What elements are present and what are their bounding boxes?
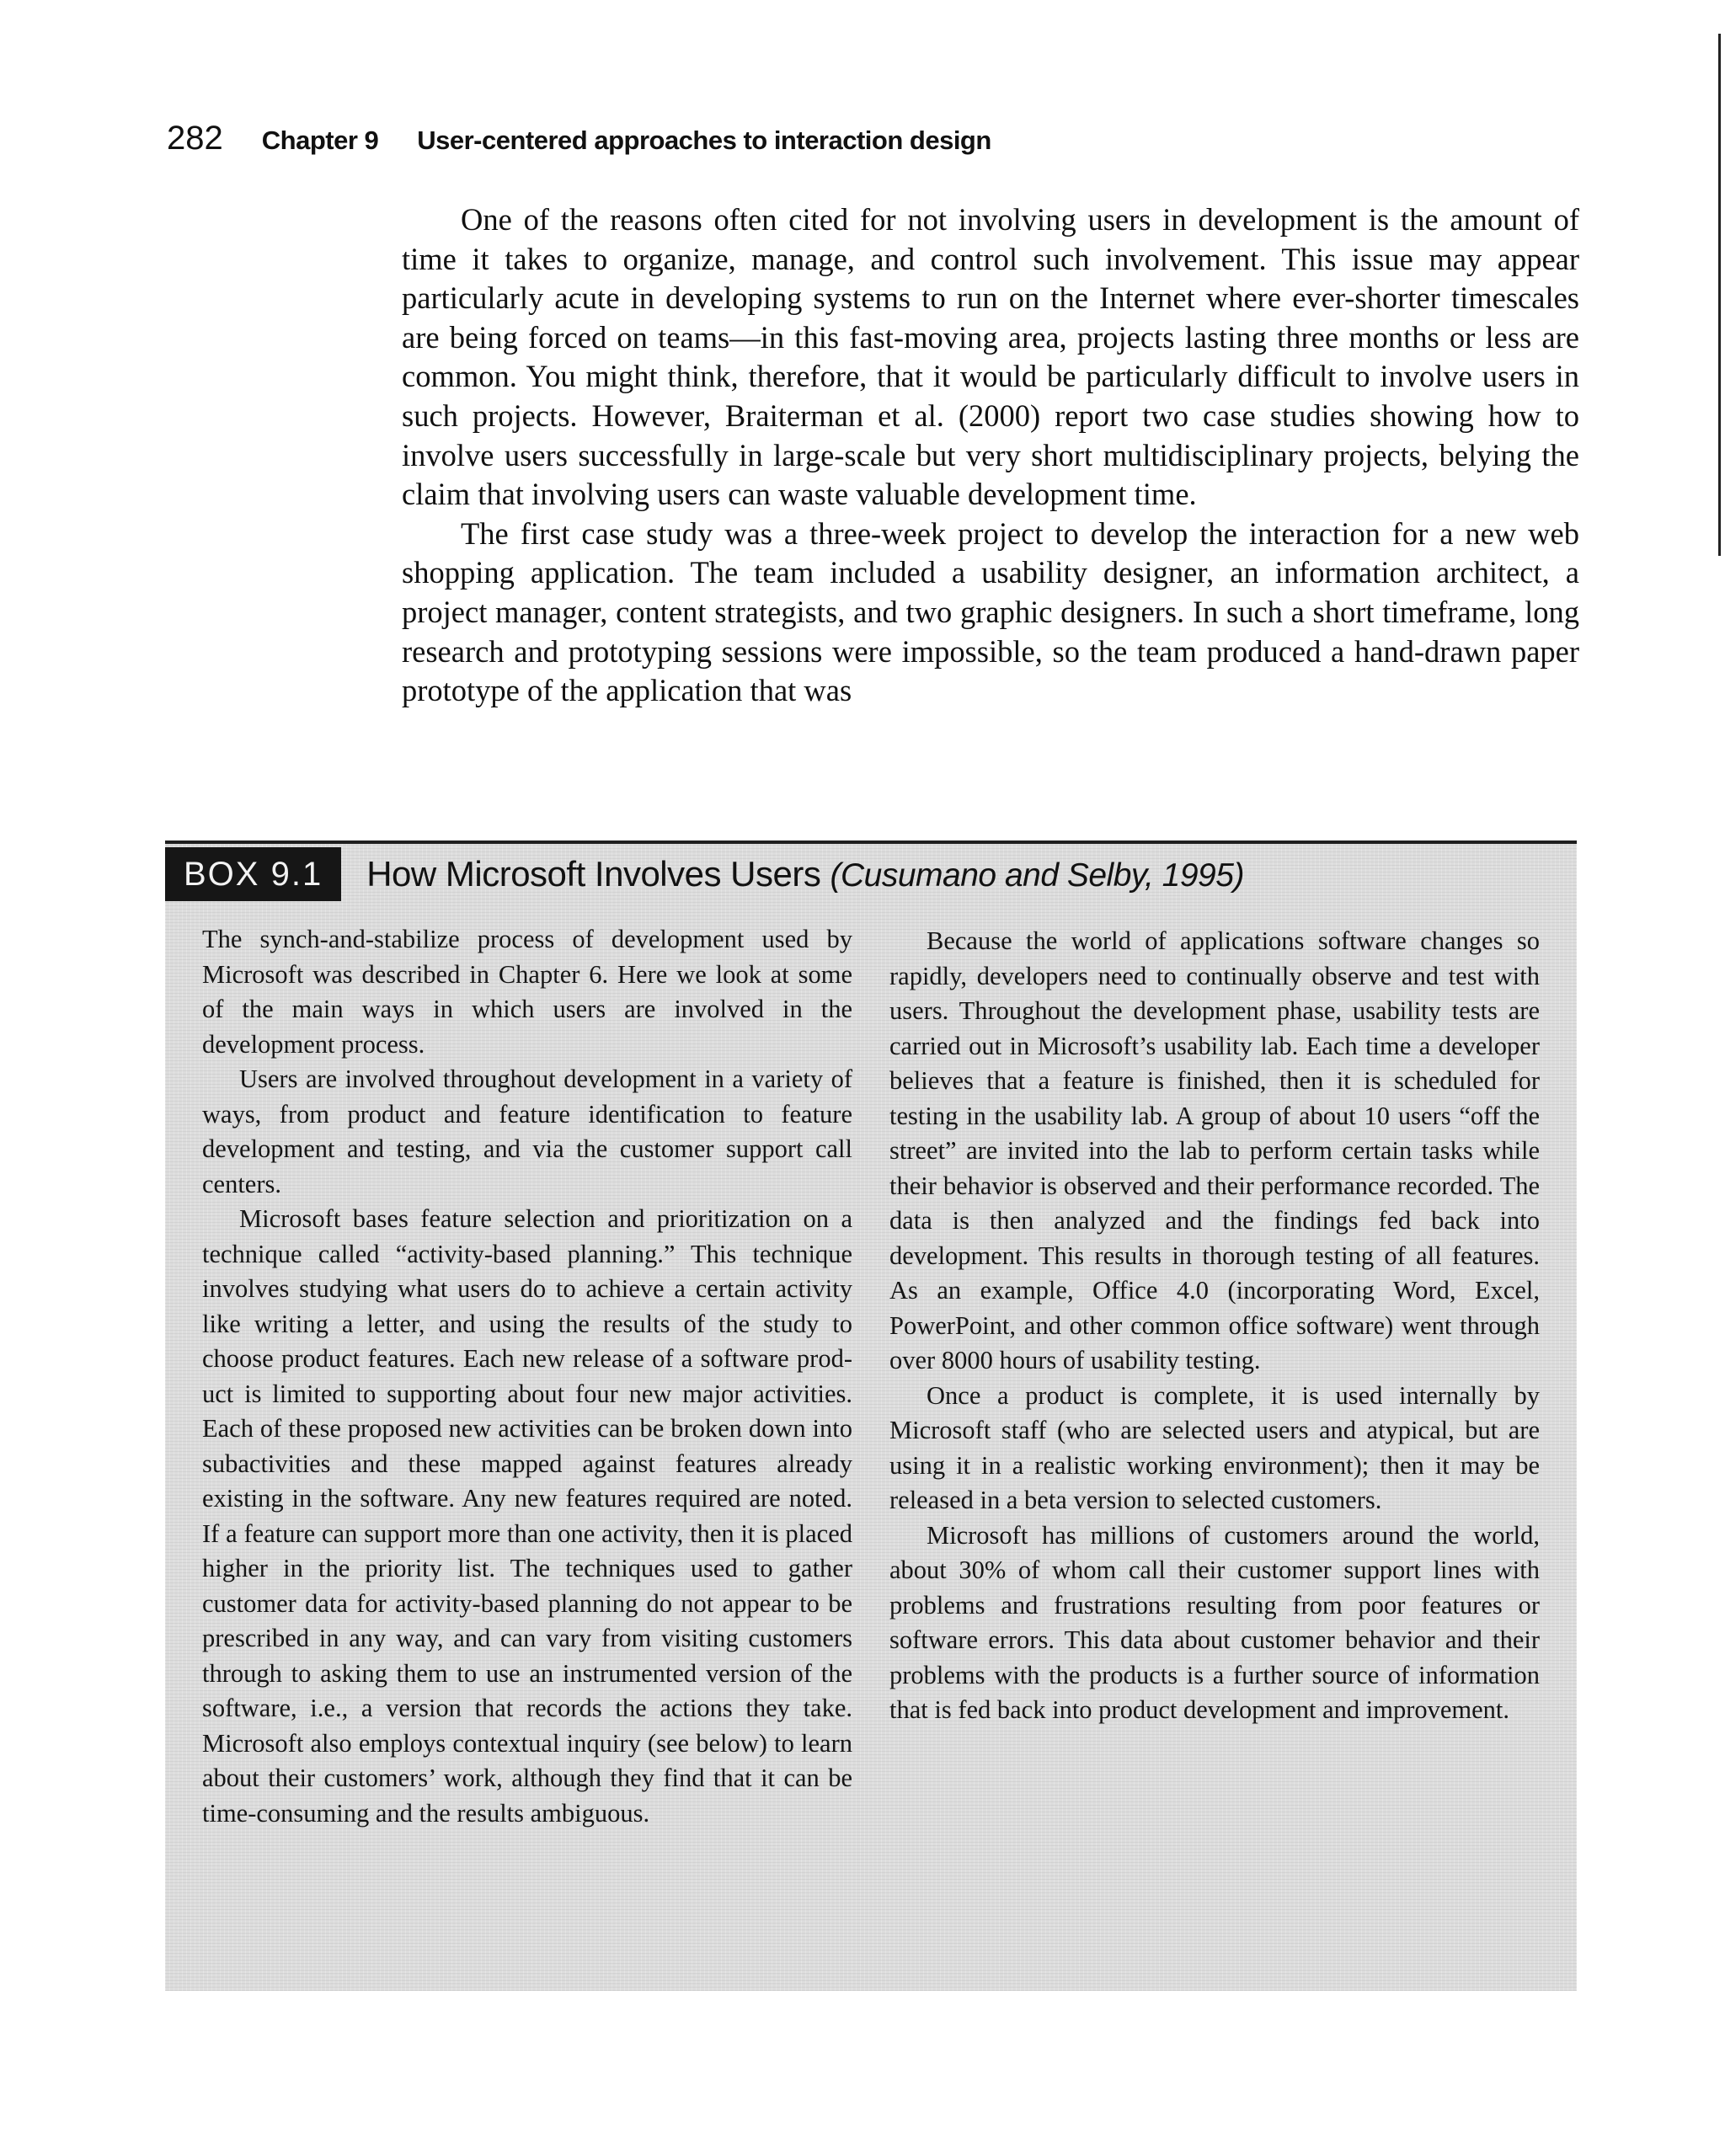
- body-text: [402, 200, 1579, 711]
- body-paragraph: The first case study was a three-week project to develop the interaction for a new web shopping application. The team included a usability designer, an information architect, a project manager, content strategists, and two graphic designers. In such a short timeframe, long research and prototyping sessions were impossible, so the team produced a hand-drawn paper prototype of the application that was: [402, 515, 1579, 708]
- box-title: [366, 854, 1244, 894]
- box-paragraph: Because the world of applications software changes so rapidly, developers need to continually observe and test with users. Throughout the development phase, usability tests are carried out in Microsoft’s usability lab. Each time a developer believes that a feature is finished, then it is scheduled for testing in the usability lab. A group of about 10 users “off the street” are invited into the lab to perform certain tasks while their behavior is observed and their performance recorded. The data is then analyzed and the findings fed back into development. This results in thorough testing of all features. As an example, Office 4.0 (incorporating Word, Excel, PowerPoint, and other common office software) went through over 8000 hours of usability testing.: [889, 926, 1540, 1374]
- chapter-label: Chapter 9: [261, 125, 379, 155]
- box-label: BOX 9.1: [165, 847, 341, 901]
- running-head: [167, 120, 991, 160]
- box-paragraph: Microsoft has millions of customers around the world, about 30% of whom call their customer support lines with problems and frustrations resulting from poor features or software errors. This data about customer behavior and their problems with the products is a further source of information that is fed back into product development and improvement.: [889, 1520, 1540, 1724]
- box-paragraph: Once a product is complete, it is used internally by Microsoft staff (who are selected users and atypical, but are using it in a realistic working environment); then it may be released in a beta version to selected customers.: [889, 1380, 1540, 1514]
- box-paragraph: Microsoft bases feature selection and prioritization on a technique called “activity-based planning.” This technique involves studying what users do to achieve a certain activity like writing a letter, and using the results of the study to choose product features. Each new release of a software product is limited to supporting about four new major activities. Each of these proposed new activities can be broken down into subactivities and these mapped against features already existing in the software. Any new features required are noted. If a feature can support more than one activity, then it is placed higher in the priority list. The techniques used to gather customer data for activity-based planning do not appear to be prescribed in any way, and can vary from visiting customers through to asking them to use an instrumented version of the software, i.e., a version that records the actions they take. Microsoft also employs contextual inquiry (see below) to learn about their customers’ work, although they find that it can be time-consuming and the results ambiguous.: [202, 1204, 852, 1828]
- box-paragraph: The synch-and-stabilize process of development used by Microsoft was described in Chapter 6. Here we look at some of the main ways in which users are involved in the development process.: [202, 925, 852, 1059]
- box-citation: (Cusumano and Selby, 1995): [830, 857, 1244, 894]
- page-number: 282: [167, 120, 223, 157]
- body-paragraph: One of the reasons often cited for not involving users in development is the amount of time it takes to organize, manage, and control such involvement. This issue may appear particularly acute in developing systems to run on the Internet where ever-shorter timescales are being forced on teams—in this fast-moving area, projects lasting three months or less are common. You might think, therefore, that it would be particularly difficult to involve users in such projects. However, Braiterman et al. (2000) report two case studies showing how to involve users successfully in large-scale but very short multidisciplinary projects, belying the claim that involving users can waste valuable development time.: [402, 202, 1579, 512]
- sidebar-box: [165, 841, 1577, 1991]
- margin-rule: [1718, 34, 1721, 556]
- box-header: [165, 847, 1244, 901]
- box-right-column: [889, 924, 1540, 1728]
- box-left-column: [202, 922, 852, 1831]
- box-paragraph: Users are involved throughout development in a variety of ways, from product and feature identification to feature development and testing, and via the customer support call centers.: [202, 1065, 852, 1198]
- chapter-title: User-centered approaches to interaction design: [417, 125, 991, 155]
- box-title-text: How Microsoft Involves Users: [366, 854, 821, 894]
